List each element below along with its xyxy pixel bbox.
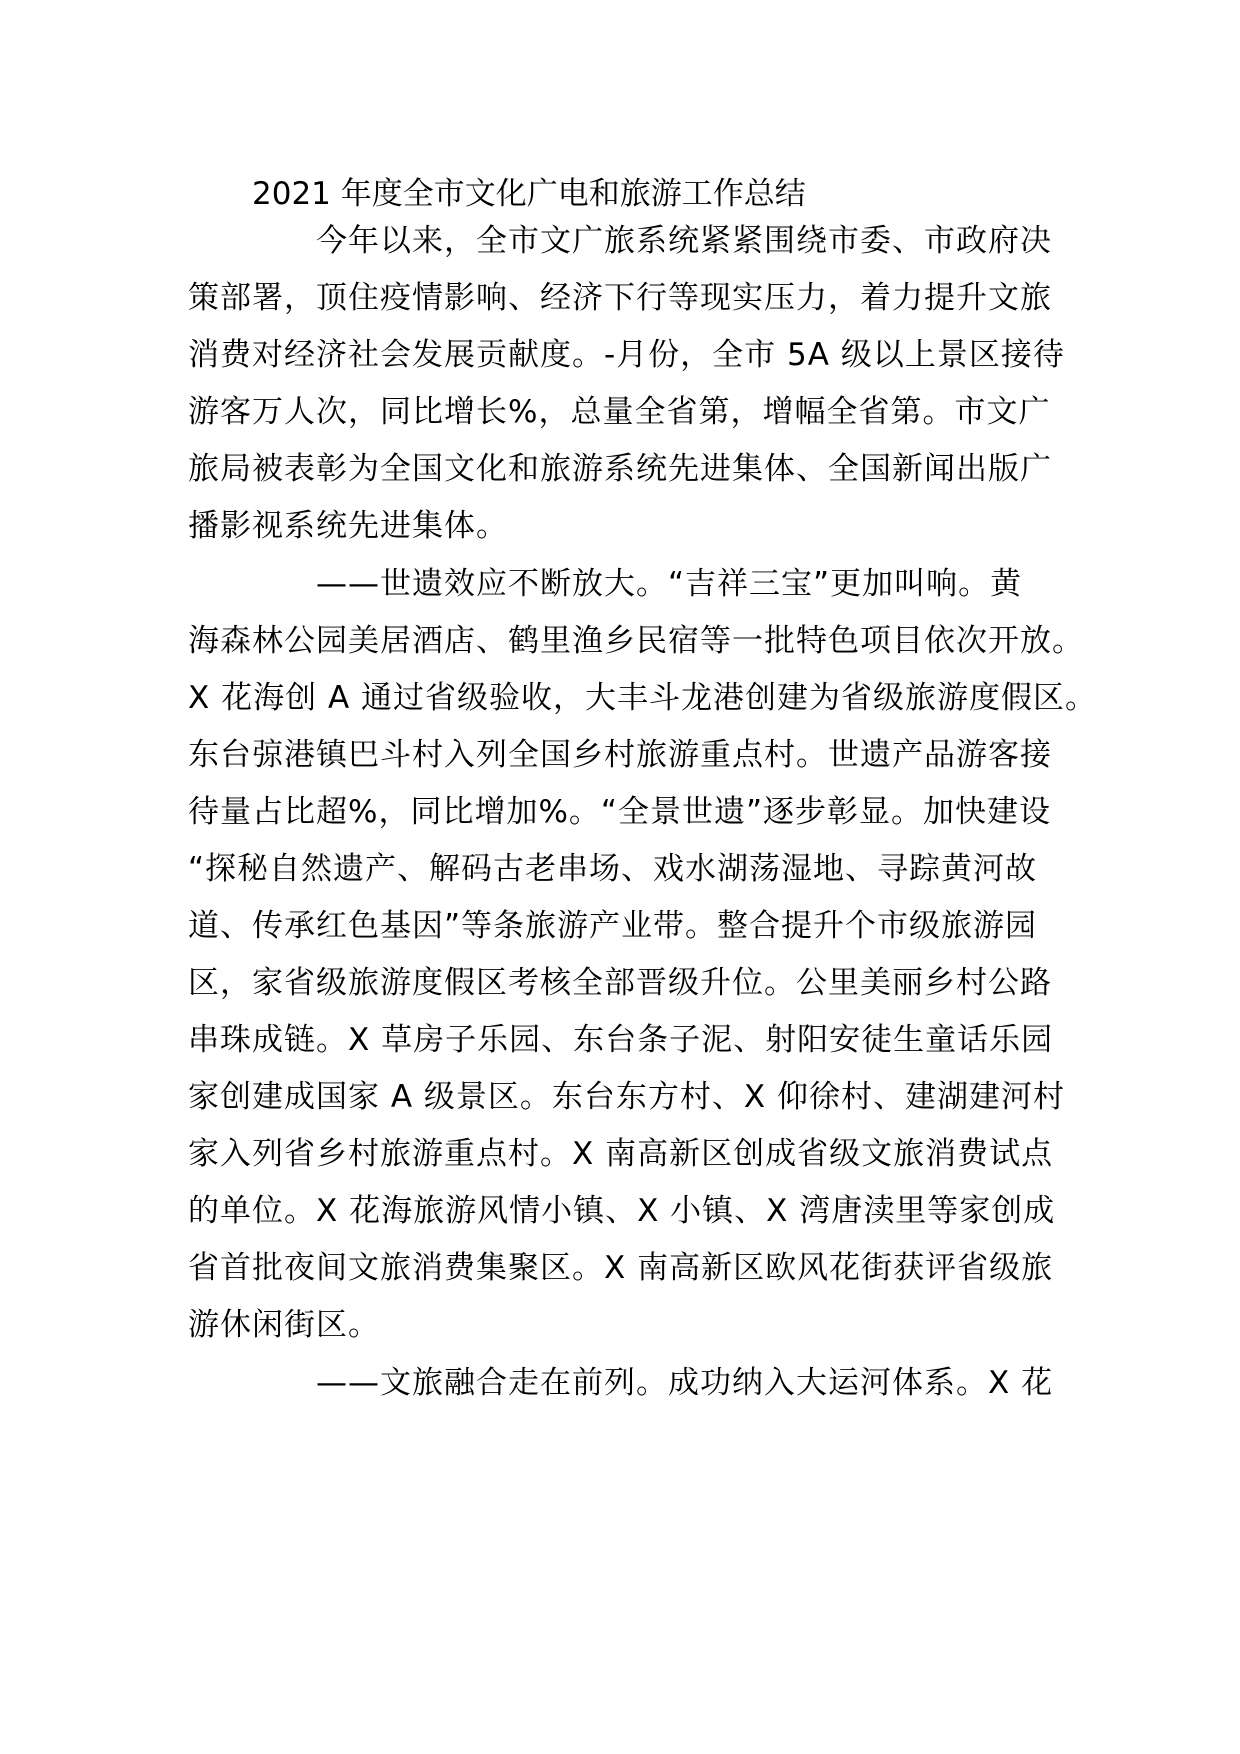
text-line: 待量占比超%，同比增加%。“全景世遗”逐步彰显。加快建设 (188, 794, 1052, 830)
text-line: 播影视系统先进集体。 (188, 508, 508, 544)
text-line: 东台弶港镇巴斗村入列全国乡村旅游重点村。世遗产品游客接 (188, 737, 1052, 773)
text-line: ——文旅融合走在前列。成功纳入大运河体系。X 花 (316, 1365, 1054, 1401)
text-line: 家入列省乡村旅游重点村。X 南高新区创成省级文旅消费试点 (188, 1136, 1054, 1172)
text-line: 游休闲街区。 (188, 1307, 380, 1343)
text-line: 省首批夜间文旅消费集聚区。X 南高新区欧风花街获评省级旅 (188, 1250, 1054, 1286)
text-line: 家创建成国家 A 级景区。东台东方村、X 仰徐村、建湖建河村 (188, 1079, 1066, 1115)
text-line: 区，家省级旅游度假区考核全部晋级升位。公里美丽乡村公路 (188, 965, 1052, 1001)
text-line: ——世遗效应不断放大。“吉祥三宝”更加叫响。黄 (316, 566, 1023, 602)
text-line: 今年以来，全市文广旅系统紧紧围绕市委、市政府决 (316, 223, 1052, 259)
text-line: 旅局被表彰为全国文化和旅游系统先进集体、全国新闻出版广 (188, 451, 1052, 487)
text-line: 消费对经济社会发展贡献度。-月份，全市 5A 级以上景区接待 (188, 337, 1065, 373)
document-title: 2021 年度全市文化广电和旅游工作总结 (252, 176, 806, 212)
text-line: “探秘自然遗产、解码古老串场、戏水湖荡湿地、寻踪黄河故 (188, 851, 1038, 887)
text-line: 道、传承红色基因”等条旅游产业带。整合提升个市级旅游园 (188, 908, 1038, 944)
text-line: 串珠成链。X 草房子乐园、东台条子泥、射阳安徒生童话乐园 (188, 1022, 1054, 1058)
text-line: 的单位。X 花海旅游风情小镇、X 小镇、X 湾唐渎里等家创成 (188, 1193, 1056, 1229)
text-line: 游客万人次，同比增长%，总量全省第，增幅全省第。市文广 (188, 394, 1051, 430)
text-line: 海森林公园美居酒店、鹤里渔乡民宿等一批特色项目依次开放。 (188, 623, 1084, 659)
text-line: X 花海创 A 通过省级验收，大丰斗龙港创建为省级旅游度假区。 (188, 680, 1098, 716)
text-line: 策部署，顶住疫情影响、经济下行等现实压力，着力提升文旅 (188, 280, 1052, 316)
